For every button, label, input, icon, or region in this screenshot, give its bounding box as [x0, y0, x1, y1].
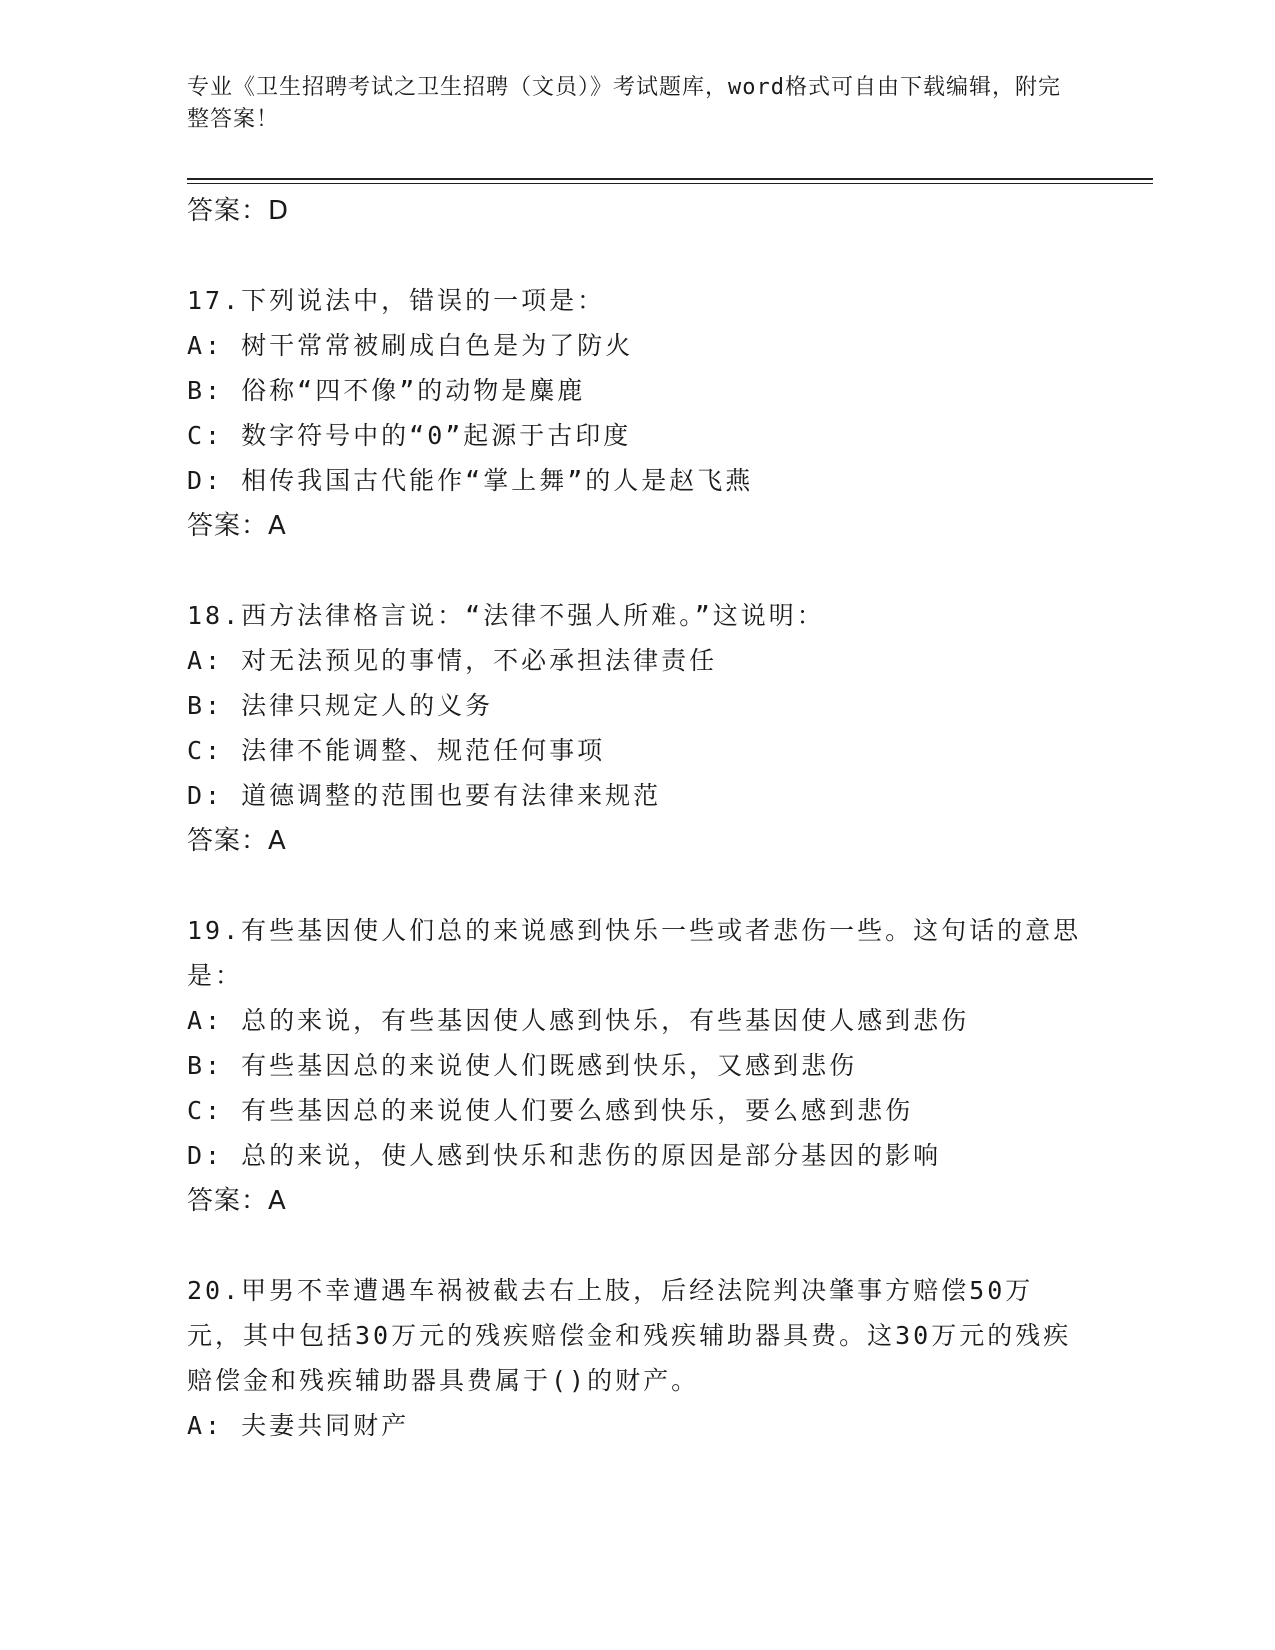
- answer-line: 答案：D: [187, 196, 290, 226]
- question-text: 18.西方法律格言说：“法律不强人所难。”这说明：: [187, 601, 825, 630]
- option-a: A: 夫妻共同财产: [187, 1411, 410, 1440]
- header-divider-thick: [187, 178, 1153, 180]
- question-block: [187, 908, 1087, 1224]
- question-block: [187, 593, 1087, 864]
- question-text: 19.有些基因使人们总的来说感到快乐一些或者悲伤一些。这句话的意思是：: [187, 916, 1082, 990]
- option-b: B: 有些基因总的来说使人们既感到快乐，又感到悲伤: [187, 1051, 858, 1080]
- option-b: B: 法律只规定人的义务: [187, 691, 494, 720]
- option-a: A: 总的来说，有些基因使人感到快乐，有些基因使人感到悲伤: [187, 1006, 970, 1035]
- option-d: D: 相传我国古代能作“掌上舞”的人是赵飞燕: [187, 466, 754, 495]
- question-text: 20.甲男不幸遭遇车祸被截去右上肢，后经法院判决肇事方赔偿50万元，其中包括30万元的残疾赔偿金和残疾辅助器具费。这30万元的残疾赔偿金和残疾辅助器具费属于()的财产。: [187, 1276, 1072, 1395]
- option-d: D: 总的来说，使人感到快乐和悲伤的原因是部分基因的影响: [187, 1141, 942, 1170]
- option-c: C: 数字符号中的“0”起源于古印度: [187, 421, 632, 450]
- option-a: A: 树干常常被刷成白色是为了防火: [187, 331, 634, 360]
- document-header: 专业《卫生招聘考试之卫生招聘（文员）》考试题库，word格式可自由下载编辑，附完整答案！: [187, 75, 1061, 132]
- question-text: 17.下列说法中，错误的一项是：: [187, 286, 606, 315]
- answer-line: 答案：A: [187, 511, 287, 541]
- option-b: B: 俗称“四不像”的动物是麋鹿: [187, 376, 586, 405]
- option-a: A: 对无法预见的事情，不必承担法律责任: [187, 646, 718, 675]
- answer-line: 答案：A: [187, 826, 287, 856]
- option-d: D: 道德调整的范围也要有法律来规范: [187, 781, 662, 810]
- header-divider-thin: [187, 183, 1153, 184]
- option-c: C: 有些基因总的来说使人们要么感到快乐，要么感到悲伤: [187, 1096, 914, 1125]
- answer-line: 答案：A: [187, 1186, 287, 1216]
- question-list: [187, 188, 1087, 1448]
- question-block: [187, 278, 1087, 549]
- question-block: [187, 1268, 1087, 1448]
- option-c: C: 法律不能调整、规范任何事项: [187, 736, 606, 765]
